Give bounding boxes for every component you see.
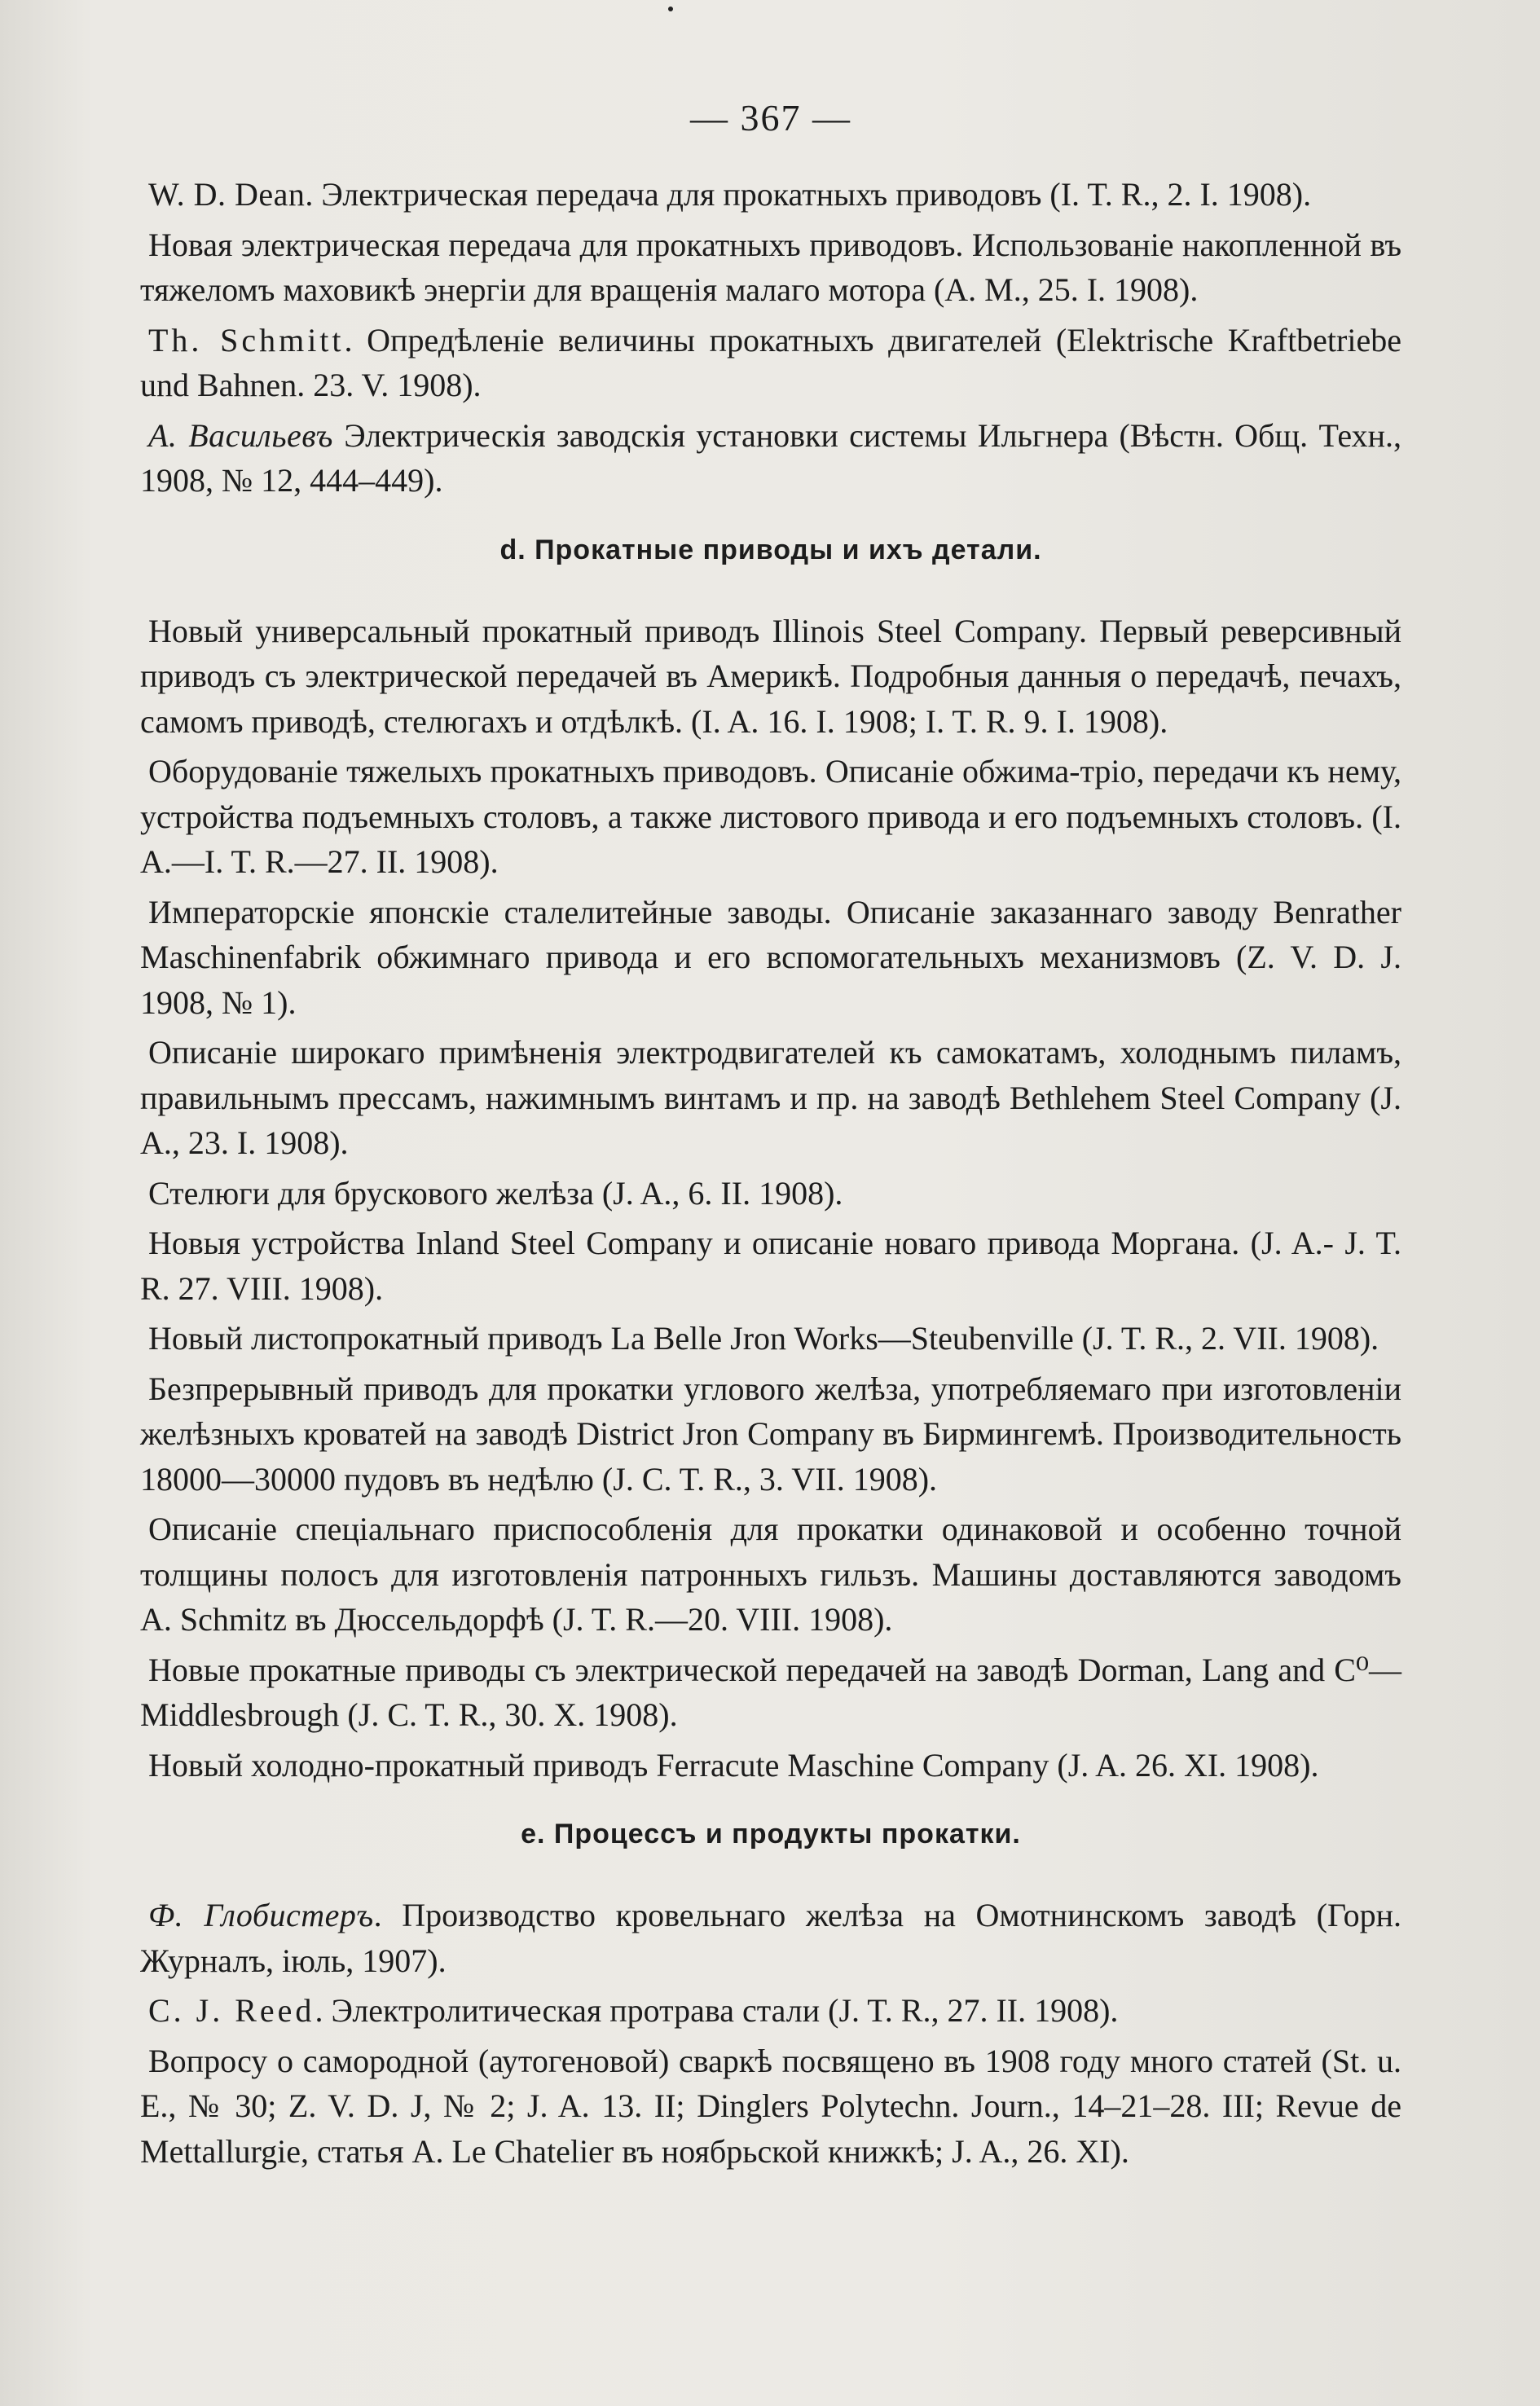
- entry-autogenous-welding: [140, 2039, 1401, 2175]
- entry-text: . Опредѣленіе величины прокатныхъ двигателей (Elektrische Kraftbetriebe und Bahnen. 23. V. 1908).: [140, 321, 1401, 403]
- entry-author: А. Васильевъ: [148, 416, 333, 454]
- entry-bar-iron: [140, 1171, 1401, 1216]
- entry-globister: [140, 1893, 1401, 1983]
- entry-text: Описаніе широкаго примѣненія электродвигателей къ самокатамъ, холоднымъ пиламъ, правильнымъ прессамъ, нажимнымъ винтамъ и пр. на заводѣ Bethlehem Steel Company (J. A., 23. I. 1908).: [140, 1034, 1401, 1161]
- entry-text: Стелюги для брускового желѣза (J. A., 6. II. 1908).: [148, 1174, 843, 1212]
- print-speck-top: [668, 7, 673, 11]
- entry-vasiliev: [140, 413, 1401, 504]
- section-d-entries: [140, 609, 1401, 1788]
- entry-text: Новый листопрокатный приводъ La Belle Jron Works—Steubenville (J. T. R., 2. VII. 1908).: [148, 1320, 1379, 1357]
- entry-ferracute: [140, 1743, 1401, 1788]
- entry-inland-steel: [140, 1221, 1401, 1311]
- entry-text: Безпрерывный приводъ для прокатки углового желѣза, употребляемаго при изготовленіи желѣзныхъ кроватей на заводѣ District Jron Company въ Бирмингемѣ. Производительность 18000—30000 пудовъ въ недѣлю (J. C. T. R., 3. VII. 1908).: [140, 1370, 1401, 1498]
- entry-text: Электрическія заводскія установки системы Ильгнера (Вѣстн. Общ. Техн., 1908, № 12, 444–449).: [140, 416, 1401, 499]
- entry-reed: [140, 1988, 1401, 2034]
- section-e-entries: [140, 1893, 1401, 2174]
- entry-cartridge-strip: [140, 1506, 1401, 1643]
- entry-new-electric-transmission: [140, 222, 1401, 313]
- entry-japanese-works: [140, 890, 1401, 1026]
- entry-author: Ф. Глобистеръ: [148, 1897, 374, 1933]
- section-heading-e: e. Процессъ и продукты прокатки.: [521, 1819, 1021, 1850]
- entry-text: . Производство кровельнаго желѣза на Омотнинскомъ заводѣ (Горн. Журналъ, іюль, 1907).: [140, 1897, 1401, 1979]
- entry-dorman-lang: [140, 1647, 1401, 1738]
- entry-text: . Электрическая передача для прокатныхъ приводовъ (I. T. R., 2. I. 1908).: [305, 176, 1312, 213]
- entry-text: Описаніе спеціальнаго приспособленія для прокатки одинаковой и особенно точной толщины полосъ для изготовленія патронныхъ гильзъ. Машины доставляются заводомъ A. Schmitz въ Дюссельдорфѣ (J. T. R.—20. VIII. 1908).: [140, 1511, 1401, 1638]
- entry-schmitt: [140, 318, 1401, 408]
- entry-text: . Электролитическая протрава стали (J. T. R., 27. II. 1908).: [315, 1992, 1119, 2029]
- entries-group-a: [140, 172, 1401, 504]
- entry-author: Th. Schmitt: [148, 321, 345, 358]
- entry-dean: [140, 172, 1401, 218]
- entry-text: Вопросу о самородной (аутогеновой) сваркѣ посвящено въ 1908 году много статей (St. u. E., № 30; Z. V. D. J, № 2; J. A. 13. II; Dinglers Polytechn. Journ., 14–21–28. III; Revue de Mettallurgie, статья A. Le Chatelier въ ноябрьской книжкѣ; J. A., 26. XI).: [140, 2042, 1401, 2170]
- entry-author: C. J. Reed: [148, 1992, 315, 2029]
- entry-bethlehem: [140, 1030, 1401, 1166]
- entry-illinois: [140, 609, 1401, 745]
- entry-text: Оборудованіе тяжелыхъ прокатныхъ приводовъ. Описаніе обжима-тріо, передачи къ нему, устройства подъемныхъ столовъ, а также листового привода и его подъемныхъ столовъ. (I. A.—I. T. R.—27. II. 1908).: [140, 753, 1401, 880]
- section-heading-d: d. Прокатные приводы и ихъ детали.: [499, 534, 1042, 565]
- entry-district-iron: [140, 1366, 1401, 1502]
- entry-text: Новые прокатные приводы съ электрической передачей на заводѣ Dorman, Lang and C⁰—Middlesbrough (J. C. T. R., 30. X. 1908).: [140, 1651, 1401, 1733]
- entry-text: Новый универсальный прокатный приводъ Illinois Steel Company. Первый реверсивный приводъ съ электрической передачей въ Америкѣ. Подробныя данныя о передачѣ, печахъ, самомъ приводѣ, стелюгахъ и отдѣлкѣ. (I. A. 16. I. 1908; I. T. R. 9. I. 1908).: [140, 612, 1401, 740]
- entry-text: Императорскіе японскіе сталелитейные заводы. Описаніе заказаннаго заводу Benrather Maschinenfabrik обжимнаго привода и его вспомогательныхъ механизмовъ (Z. V. D. J. 1908, № 1).: [140, 893, 1401, 1021]
- entry-la-belle: [140, 1316, 1401, 1361]
- page-number: — 367 —: [690, 97, 851, 139]
- entry-text: Новыя устройства Inland Steel Company и описаніе новаго привода Моргана. (J. A.- J. T. R. 27. VIII. 1908).: [140, 1225, 1401, 1307]
- entry-heavy-mills: [140, 749, 1401, 885]
- entry-text: Новый холодно-прокатный приводъ Ferracute Maschine Company (J. A. 26. XI. 1908).: [148, 1746, 1319, 1784]
- entry-author: W. D. Dean: [148, 176, 306, 213]
- entry-text: Новая электрическая передача для прокатныхъ приводовъ. Использованіе накопленной въ тяжеломъ маховикѣ энергіи для вращенія малаго мотора (A. M., 25. I. 1908).: [140, 226, 1401, 308]
